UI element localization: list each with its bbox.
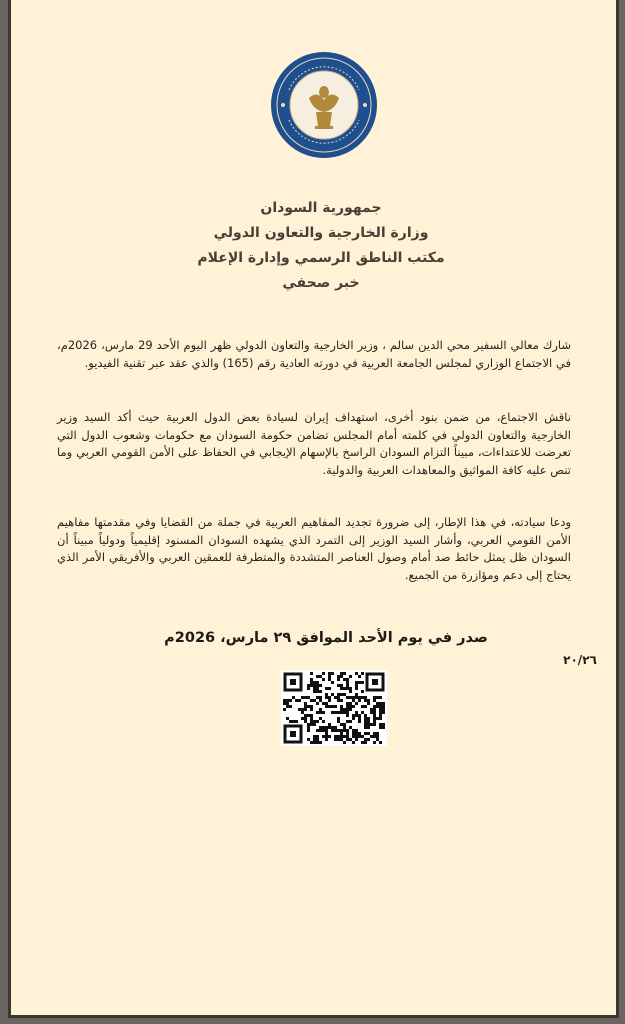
qr-module — [322, 672, 325, 675]
qr-module — [355, 687, 358, 690]
qr-module — [307, 684, 310, 687]
qr-module — [382, 702, 385, 705]
qr-module — [328, 723, 331, 726]
qr-module — [349, 675, 352, 678]
qr-module — [349, 696, 352, 699]
qr-module — [301, 708, 304, 711]
qr-module — [349, 690, 352, 693]
qr-module — [364, 705, 367, 708]
issued-date: صدر في يوم الأحد الموافق ٢٩ مارس، 2026م — [164, 630, 488, 646]
qr-module — [343, 708, 346, 711]
qr-module — [310, 723, 313, 726]
qr-module — [313, 723, 316, 726]
qr-module — [367, 699, 370, 702]
qr-code-icon — [281, 670, 387, 746]
qr-module — [322, 720, 325, 723]
qr-module — [286, 705, 289, 708]
qr-module — [316, 687, 319, 690]
qr-module — [310, 741, 313, 744]
qr-module — [331, 693, 334, 696]
qr-module — [343, 711, 346, 714]
qr-module — [361, 696, 364, 699]
qr-module — [352, 705, 355, 708]
qr-module — [367, 702, 370, 705]
qr-module — [358, 714, 361, 717]
qr-module — [373, 714, 376, 717]
qr-module — [343, 723, 346, 726]
qr-module — [325, 705, 328, 708]
qr-module — [334, 729, 337, 732]
qr-module — [337, 684, 340, 687]
qr-module — [370, 711, 373, 714]
qr-module — [310, 672, 313, 675]
qr-module — [364, 726, 367, 729]
qr-module — [367, 720, 370, 723]
qr-module — [373, 732, 376, 735]
qr-module — [310, 705, 313, 708]
qr-module — [340, 708, 343, 711]
qr-module — [328, 735, 331, 738]
qr-module — [295, 699, 298, 702]
qr-module — [331, 729, 334, 732]
qr-module — [310, 678, 313, 681]
qr-module — [283, 702, 286, 705]
qr-module — [307, 705, 310, 708]
qr-module — [316, 675, 319, 678]
qr-module — [352, 729, 355, 732]
qr-module — [358, 732, 361, 735]
qr-module — [313, 681, 316, 684]
qr-module — [295, 720, 298, 723]
qr-module — [355, 693, 358, 696]
qr-module — [349, 702, 352, 705]
qr-module — [364, 723, 367, 726]
qr-module — [373, 717, 376, 720]
qr-module — [367, 738, 370, 741]
qr-module — [301, 711, 304, 714]
qr-module — [376, 732, 379, 735]
qr-module — [340, 675, 343, 678]
qr-module — [355, 729, 358, 732]
ministry-seal-icon — [269, 50, 379, 160]
qr-module — [340, 732, 343, 735]
qr-module — [355, 735, 358, 738]
qr-module — [346, 684, 349, 687]
qr-module — [373, 720, 376, 723]
heading-republic: جمهورية السودان — [260, 200, 382, 216]
qr-module — [322, 735, 325, 738]
qr-module — [367, 723, 370, 726]
qr-module — [325, 687, 328, 690]
qr-module — [319, 690, 322, 693]
qr-module — [319, 726, 322, 729]
qr-module — [304, 717, 307, 720]
qr-module — [379, 741, 382, 744]
qr-module — [355, 714, 358, 717]
qr-module — [379, 705, 382, 708]
qr-module — [304, 720, 307, 723]
qr-module — [364, 696, 367, 699]
qr-module — [313, 687, 316, 690]
qr-module — [376, 705, 379, 708]
qr-module — [331, 726, 334, 729]
qr-module — [346, 687, 349, 690]
qr-module — [328, 672, 331, 675]
qr-module — [334, 711, 337, 714]
qr-module — [307, 714, 310, 717]
qr-module — [346, 711, 349, 714]
qr-module — [373, 708, 376, 711]
qr-module — [337, 678, 340, 681]
qr-module — [364, 699, 367, 702]
qr-module — [313, 690, 316, 693]
qr-module — [364, 717, 367, 720]
qr-module — [343, 672, 346, 675]
qr-module — [316, 738, 319, 741]
qr-module — [325, 732, 328, 735]
qr-module — [373, 705, 376, 708]
qr-module — [376, 696, 379, 699]
qr-module — [307, 696, 310, 699]
qr-module — [376, 738, 379, 741]
qr-module — [286, 702, 289, 705]
qr-module — [376, 717, 379, 720]
qr-module — [316, 690, 319, 693]
qr-module — [352, 741, 355, 744]
qr-module — [361, 672, 364, 675]
qr-module — [310, 714, 313, 717]
qr-module — [301, 696, 304, 699]
qr-module — [379, 717, 382, 720]
qr-module — [322, 678, 325, 681]
heading-office: مكتب الناطق الرسمي وإدارة الإعلام — [197, 250, 445, 266]
qr-module — [352, 699, 355, 702]
qr-module — [346, 681, 349, 684]
qr-module — [319, 708, 322, 711]
qr-module — [313, 741, 316, 744]
qr-module — [355, 711, 358, 714]
qr-module — [298, 699, 301, 702]
qr-module — [316, 735, 319, 738]
qr-module — [325, 696, 328, 699]
reference-number: ٢٠/٢٦ — [563, 653, 597, 667]
qr-module — [307, 687, 310, 690]
qr-module — [373, 741, 376, 744]
qr-module — [379, 723, 382, 726]
qr-module — [316, 711, 319, 714]
qr-module — [310, 720, 313, 723]
qr-module — [340, 699, 343, 702]
qr-module — [358, 720, 361, 723]
qr-module — [337, 735, 340, 738]
qr-module — [328, 696, 331, 699]
qr-module — [334, 705, 337, 708]
qr-module — [313, 720, 316, 723]
qr-module — [343, 687, 346, 690]
qr-module — [361, 690, 364, 693]
qr-module — [316, 741, 319, 744]
qr-module — [307, 723, 310, 726]
qr-module — [346, 720, 349, 723]
qr-module — [337, 699, 340, 702]
qr-module — [322, 729, 325, 732]
qr-module — [331, 711, 334, 714]
qr-module — [364, 714, 367, 717]
qr-module — [334, 726, 337, 729]
qr-module — [340, 735, 343, 738]
qr-module — [319, 741, 322, 744]
qr-module — [337, 711, 340, 714]
qr-module — [346, 729, 349, 732]
qr-module — [283, 708, 286, 711]
qr-module — [325, 702, 328, 705]
qr-module — [289, 699, 292, 702]
qr-module — [334, 735, 337, 738]
qr-module — [310, 717, 313, 720]
qr-module — [346, 705, 349, 708]
heading-press-release: خبر صحفي — [282, 275, 360, 291]
qr-module — [328, 726, 331, 729]
qr-module — [316, 720, 319, 723]
qr-module — [325, 726, 328, 729]
qr-module — [319, 729, 322, 732]
qr-module — [349, 705, 352, 708]
qr-module — [355, 681, 358, 684]
qr-module — [370, 723, 373, 726]
qr-module — [367, 717, 370, 720]
paragraph-2: ناقش الاجتماع، من ضمن بنود أخرى، استهداف إيران لسيادة بعض الدول العربية حيث أكد السيد وزير الخارجية والتعاون الدولي في كلمته أمام المجلس تضامن حكومة السودان مع حكومات وشعوب الدول التي تعرضت للاعتداءات، مبيناً التزام السودان الراسخ بالإسهام الإيجابي في الحفاظ على الأمن القومي العربي وما تنص عليه كافة المواثيق والمعاهدات العربية والدولية. — [57, 410, 571, 477]
qr-module — [364, 741, 367, 744]
qr-module — [319, 699, 322, 702]
qr-module — [376, 702, 379, 705]
qr-module — [340, 711, 343, 714]
qr-module — [340, 729, 343, 732]
paragraph-1: شارك معالي السفير محي الدين سالم ، وزير الخارجية والتعاون الدولي ظهر اليوم الأحد 29 مارس، 2026م، في الاجتماع الوزاري لمجلس الجامعة العربية في دورته العادية رقم (165) والذي عقد عبر تقنية الفيديو. — [57, 338, 572, 370]
heading-ministry: وزارة الخارجية والتعاون الدولي — [213, 225, 429, 241]
qr-module — [373, 711, 376, 714]
qr-module — [328, 699, 331, 702]
qr-module — [304, 705, 307, 708]
qr-module — [325, 729, 328, 732]
qr-module — [346, 702, 349, 705]
qr-module — [310, 708, 313, 711]
qr-module — [352, 714, 355, 717]
qr-module — [337, 696, 340, 699]
qr-module — [382, 705, 385, 708]
qr-module — [349, 720, 352, 723]
qr-module — [346, 714, 349, 717]
qr-module — [337, 693, 340, 696]
qr-module — [316, 696, 319, 699]
qr-module — [313, 738, 316, 741]
qr-module — [307, 729, 310, 732]
qr-module — [319, 675, 322, 678]
qr-module — [343, 741, 346, 744]
qr-module — [331, 672, 334, 675]
qr-module — [292, 696, 295, 699]
qr-module — [361, 705, 364, 708]
qr-module — [337, 717, 340, 720]
qr-module — [319, 684, 322, 687]
qr-module — [289, 720, 292, 723]
qr-module — [310, 681, 313, 684]
qr-module — [358, 675, 361, 678]
qr-module — [361, 741, 364, 744]
qr-module — [340, 687, 343, 690]
qr-module — [361, 711, 364, 714]
qr-module — [289, 705, 292, 708]
qr-module — [364, 738, 367, 741]
qr-module — [337, 738, 340, 741]
qr-module — [367, 726, 370, 729]
qr-module — [331, 681, 334, 684]
qr-module — [358, 699, 361, 702]
qr-module — [343, 678, 346, 681]
qr-module — [346, 735, 349, 738]
qr-module — [328, 687, 331, 690]
qr-module — [325, 735, 328, 738]
qr-module — [367, 732, 370, 735]
qr-module — [328, 705, 331, 708]
qr-module — [379, 711, 382, 714]
qr-module — [370, 735, 373, 738]
qr-module — [283, 699, 286, 702]
qr-module — [310, 684, 313, 687]
qr-module — [313, 735, 316, 738]
qr-module — [331, 705, 334, 708]
qr-module — [340, 693, 343, 696]
qr-module — [355, 684, 358, 687]
qr-module — [319, 717, 322, 720]
qr-module — [343, 726, 346, 729]
document-heading — [111, 196, 531, 296]
qr-module — [346, 738, 349, 741]
qr-module — [382, 711, 385, 714]
qr-module — [382, 726, 385, 729]
qr-module — [301, 717, 304, 720]
qr-module — [379, 714, 382, 717]
qr-module — [319, 696, 322, 699]
qr-module — [364, 732, 367, 735]
qr-module — [328, 675, 331, 678]
qr-module — [325, 693, 328, 696]
qr-module — [304, 702, 307, 705]
qr-module — [337, 675, 340, 678]
qr-module — [355, 696, 358, 699]
qr-module — [349, 738, 352, 741]
qr-module — [346, 732, 349, 735]
qr-module — [373, 696, 376, 699]
qr-module — [304, 696, 307, 699]
qr-module — [355, 702, 358, 705]
qr-module — [286, 717, 289, 720]
qr-module — [286, 699, 289, 702]
qr-module — [304, 708, 307, 711]
qr-module — [352, 696, 355, 699]
qr-module — [361, 681, 364, 684]
qr-module — [313, 684, 316, 687]
qr-module — [361, 735, 364, 738]
qr-module — [376, 735, 379, 738]
qr-module — [337, 720, 340, 723]
qr-module — [316, 729, 319, 732]
qr-module — [352, 732, 355, 735]
qr-module — [355, 738, 358, 741]
qr-module — [373, 699, 376, 702]
qr-module — [307, 726, 310, 729]
qr-module — [340, 672, 343, 675]
qr-module — [346, 678, 349, 681]
qr-module — [310, 699, 313, 702]
qr-module — [343, 729, 346, 732]
qr-module — [322, 711, 325, 714]
qr-module — [298, 708, 301, 711]
qr-module — [349, 726, 352, 729]
qr-module — [316, 684, 319, 687]
qr-module — [373, 735, 376, 738]
qr-module — [373, 723, 376, 726]
qr-module — [343, 735, 346, 738]
qr-module — [379, 696, 382, 699]
qr-module — [343, 693, 346, 696]
qr-module — [319, 711, 322, 714]
qr-module — [340, 684, 343, 687]
qr-module — [334, 696, 337, 699]
qr-module — [346, 696, 349, 699]
qr-module — [349, 708, 352, 711]
qr-module — [349, 687, 352, 690]
qr-module — [316, 702, 319, 705]
qr-module — [382, 723, 385, 726]
qr-module — [364, 720, 367, 723]
qr-module — [328, 678, 331, 681]
qr-module — [358, 735, 361, 738]
qr-module — [316, 681, 319, 684]
qr-module — [340, 738, 343, 741]
qr-module — [382, 708, 385, 711]
qr-module — [304, 714, 307, 717]
qr-module — [352, 735, 355, 738]
qr-module — [313, 699, 316, 702]
qr-module — [346, 708, 349, 711]
qr-module — [292, 720, 295, 723]
paragraph-3: ودعا سيادته، في هذا الإطار، إلى ضرورة تجديد المفاهيم العربية في جملة من القضايا وفي مقدمتها مفاهيم الأمن القومي العربي، وأشار السيد الوزير إلى التمرد الذي يشهده السودان المسنود إقليمياً ودولياً مبيناً أن السودان ظل يمثل حائط صد أمام وصول العناصر المتشددة والمتطرفة للعمقين العربي والأفريقي الأمر الذي يحتاج إلى دعم ومؤازرة من الجميع. — [57, 515, 571, 582]
qr-module — [370, 708, 373, 711]
qr-module — [379, 708, 382, 711]
qr-module — [307, 738, 310, 741]
qr-module — [340, 705, 343, 708]
qr-module — [352, 717, 355, 720]
qr-module — [355, 732, 358, 735]
qr-module — [355, 672, 358, 675]
press-release-page — [8, 0, 619, 1018]
qr-module — [322, 726, 325, 729]
qr-module — [322, 702, 325, 705]
qr-module — [358, 717, 361, 720]
qr-module — [358, 681, 361, 684]
qr-module — [379, 726, 382, 729]
qr-module — [334, 738, 337, 741]
qr-module — [340, 723, 343, 726]
qr-module — [337, 729, 340, 732]
qr-module — [379, 702, 382, 705]
qr-module — [358, 696, 361, 699]
qr-module — [325, 738, 328, 741]
